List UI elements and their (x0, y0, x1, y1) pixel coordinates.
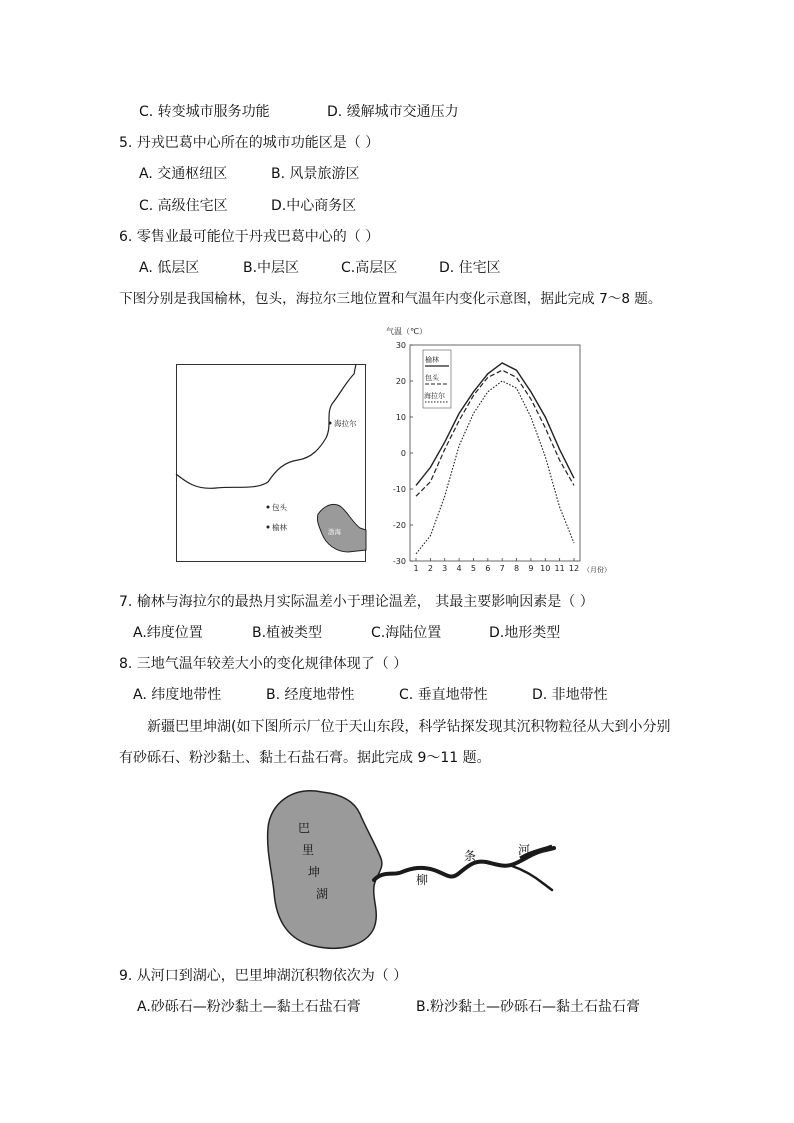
river-char-2: 条 (464, 849, 477, 863)
q5-option-d: D.中心商务区 (271, 198, 357, 214)
intro-9-11-line2: 有砂砾石、粉沙黏土、黏土石盐石膏。据此完成 9～11 题。 (119, 750, 491, 766)
x-tick-label: 7 (499, 564, 505, 573)
q7-option-a: A.纬度位置 (133, 625, 203, 641)
temperature-chart (380, 322, 611, 582)
q7-option-b: B.植被类型 (252, 625, 323, 641)
q6-option-c: C.高层区 (341, 260, 398, 276)
legend-yulin-label: 榆林 (425, 356, 439, 364)
chart-ylabel: 气温（℃） (386, 327, 427, 336)
x-tick-label: 12 (568, 564, 580, 573)
baotou-dot (267, 506, 270, 509)
q6-option-a: A. 低层区 (139, 260, 200, 276)
bohai-label: 渤海 (328, 528, 341, 536)
q5-option-b: B. 风景旅游区 (271, 166, 360, 182)
x-tick-label: 8 (513, 564, 520, 573)
q7-option-c: C.海陆位置 (371, 625, 442, 641)
x-tick-label: 1 (413, 564, 419, 573)
intro-7-8: 下图分别是我国榆林，包头，海拉尔三地位置和气温年内变化示意图，据此完成 7～8 题。 (119, 291, 662, 307)
location-map (176, 364, 366, 562)
x-tick-label: 6 (485, 564, 491, 573)
q8-option-d: D. 非地带性 (532, 687, 608, 703)
legend-baotou-label: 包头 (425, 374, 439, 382)
x-tick-label: 5 (470, 564, 477, 573)
y-tick-label: -30 (392, 557, 406, 566)
q8-option-a: A. 纬度地带性 (133, 687, 222, 703)
q6-option-b: B.中层区 (243, 260, 300, 276)
intro-9-11-line1: 新疆巴里坤湖(如下图所示厂位于天山东段，科学钻探发现其沉积物粒径从大到小分别 (147, 719, 671, 735)
lake-char-3: 坤 (308, 865, 321, 879)
baotou-label: 包头 (272, 503, 287, 512)
y-tick-label: 0 (400, 449, 406, 458)
y-tick-label: 20 (395, 377, 406, 386)
lake-char-4: 湖 (316, 887, 329, 901)
balikun-lake-map (262, 780, 562, 955)
q6-option-d: D. 住宅区 (439, 260, 501, 276)
x-tick-label: 2 (427, 564, 433, 573)
river-char-1: 柳 (416, 873, 429, 887)
y-tick-label: 10 (395, 413, 406, 422)
yulin-label: 榆林 (272, 523, 287, 532)
q5-option-a: A. 交通枢纽区 (139, 166, 228, 182)
q4-option-d: D. 缓解城市交通压力 (327, 104, 459, 120)
river-char-3: 河 (518, 843, 531, 857)
legend-hailaer-label: 海拉尔 (424, 392, 445, 400)
q9-stem: 9. 从河口到湖心，巴里坤湖沉积物依次为（ ） (119, 968, 408, 984)
y-tick-label: -20 (392, 521, 406, 530)
q4-option-c: C. 转变城市服务功能 (139, 104, 270, 120)
q5-stem: 5. 丹戎巴葛中心所在的城市功能区是（ ） (119, 135, 380, 151)
x-tick-label: 10 (540, 564, 551, 573)
x-tick-label: 11 (554, 564, 565, 573)
x-tick-label: 9 (528, 564, 534, 573)
q8-option-b: B. 经度地带性 (266, 687, 355, 703)
lake-char-2: 里 (302, 843, 315, 857)
chart-legend (423, 350, 451, 408)
q5-option-c: C. 高级住宅区 (139, 198, 228, 214)
y-tick-label: 30 (395, 341, 406, 350)
river-branch (512, 866, 552, 890)
hailaer-label: 海拉尔 (334, 419, 357, 428)
lake-shape (268, 791, 382, 948)
q6-stem: 6. 零售业最可能位于丹戎巴葛中心的（ ） (119, 229, 380, 245)
q9-option-b: B.粉沙黏土—砂砾石—黏土石盐石膏 (416, 999, 641, 1015)
q8-option-c: C. 垂直地带性 (399, 687, 488, 703)
q8-stem: 8. 三地气温年较差大小的变化规律体现了（ ） (119, 656, 408, 672)
x-tick-label: 3 (442, 564, 448, 573)
q7-stem: 7. 榆林与海拉尔的最热月实际温差小于理论温差， 其最主要影响因素是（ ） (119, 594, 594, 610)
y-tick-label: -10 (392, 485, 406, 494)
hailaer-dot (329, 422, 332, 425)
q7-option-d: D.地形类型 (489, 625, 561, 641)
q9-option-a: A.砂砾石—粉沙黏土—黏土石盐石膏 (137, 999, 361, 1015)
lake-char-1: 巴 (298, 821, 311, 835)
chart-xlabel: （月份） (583, 566, 611, 574)
yulin-dot (267, 526, 270, 529)
x-tick-label: 4 (456, 564, 462, 573)
